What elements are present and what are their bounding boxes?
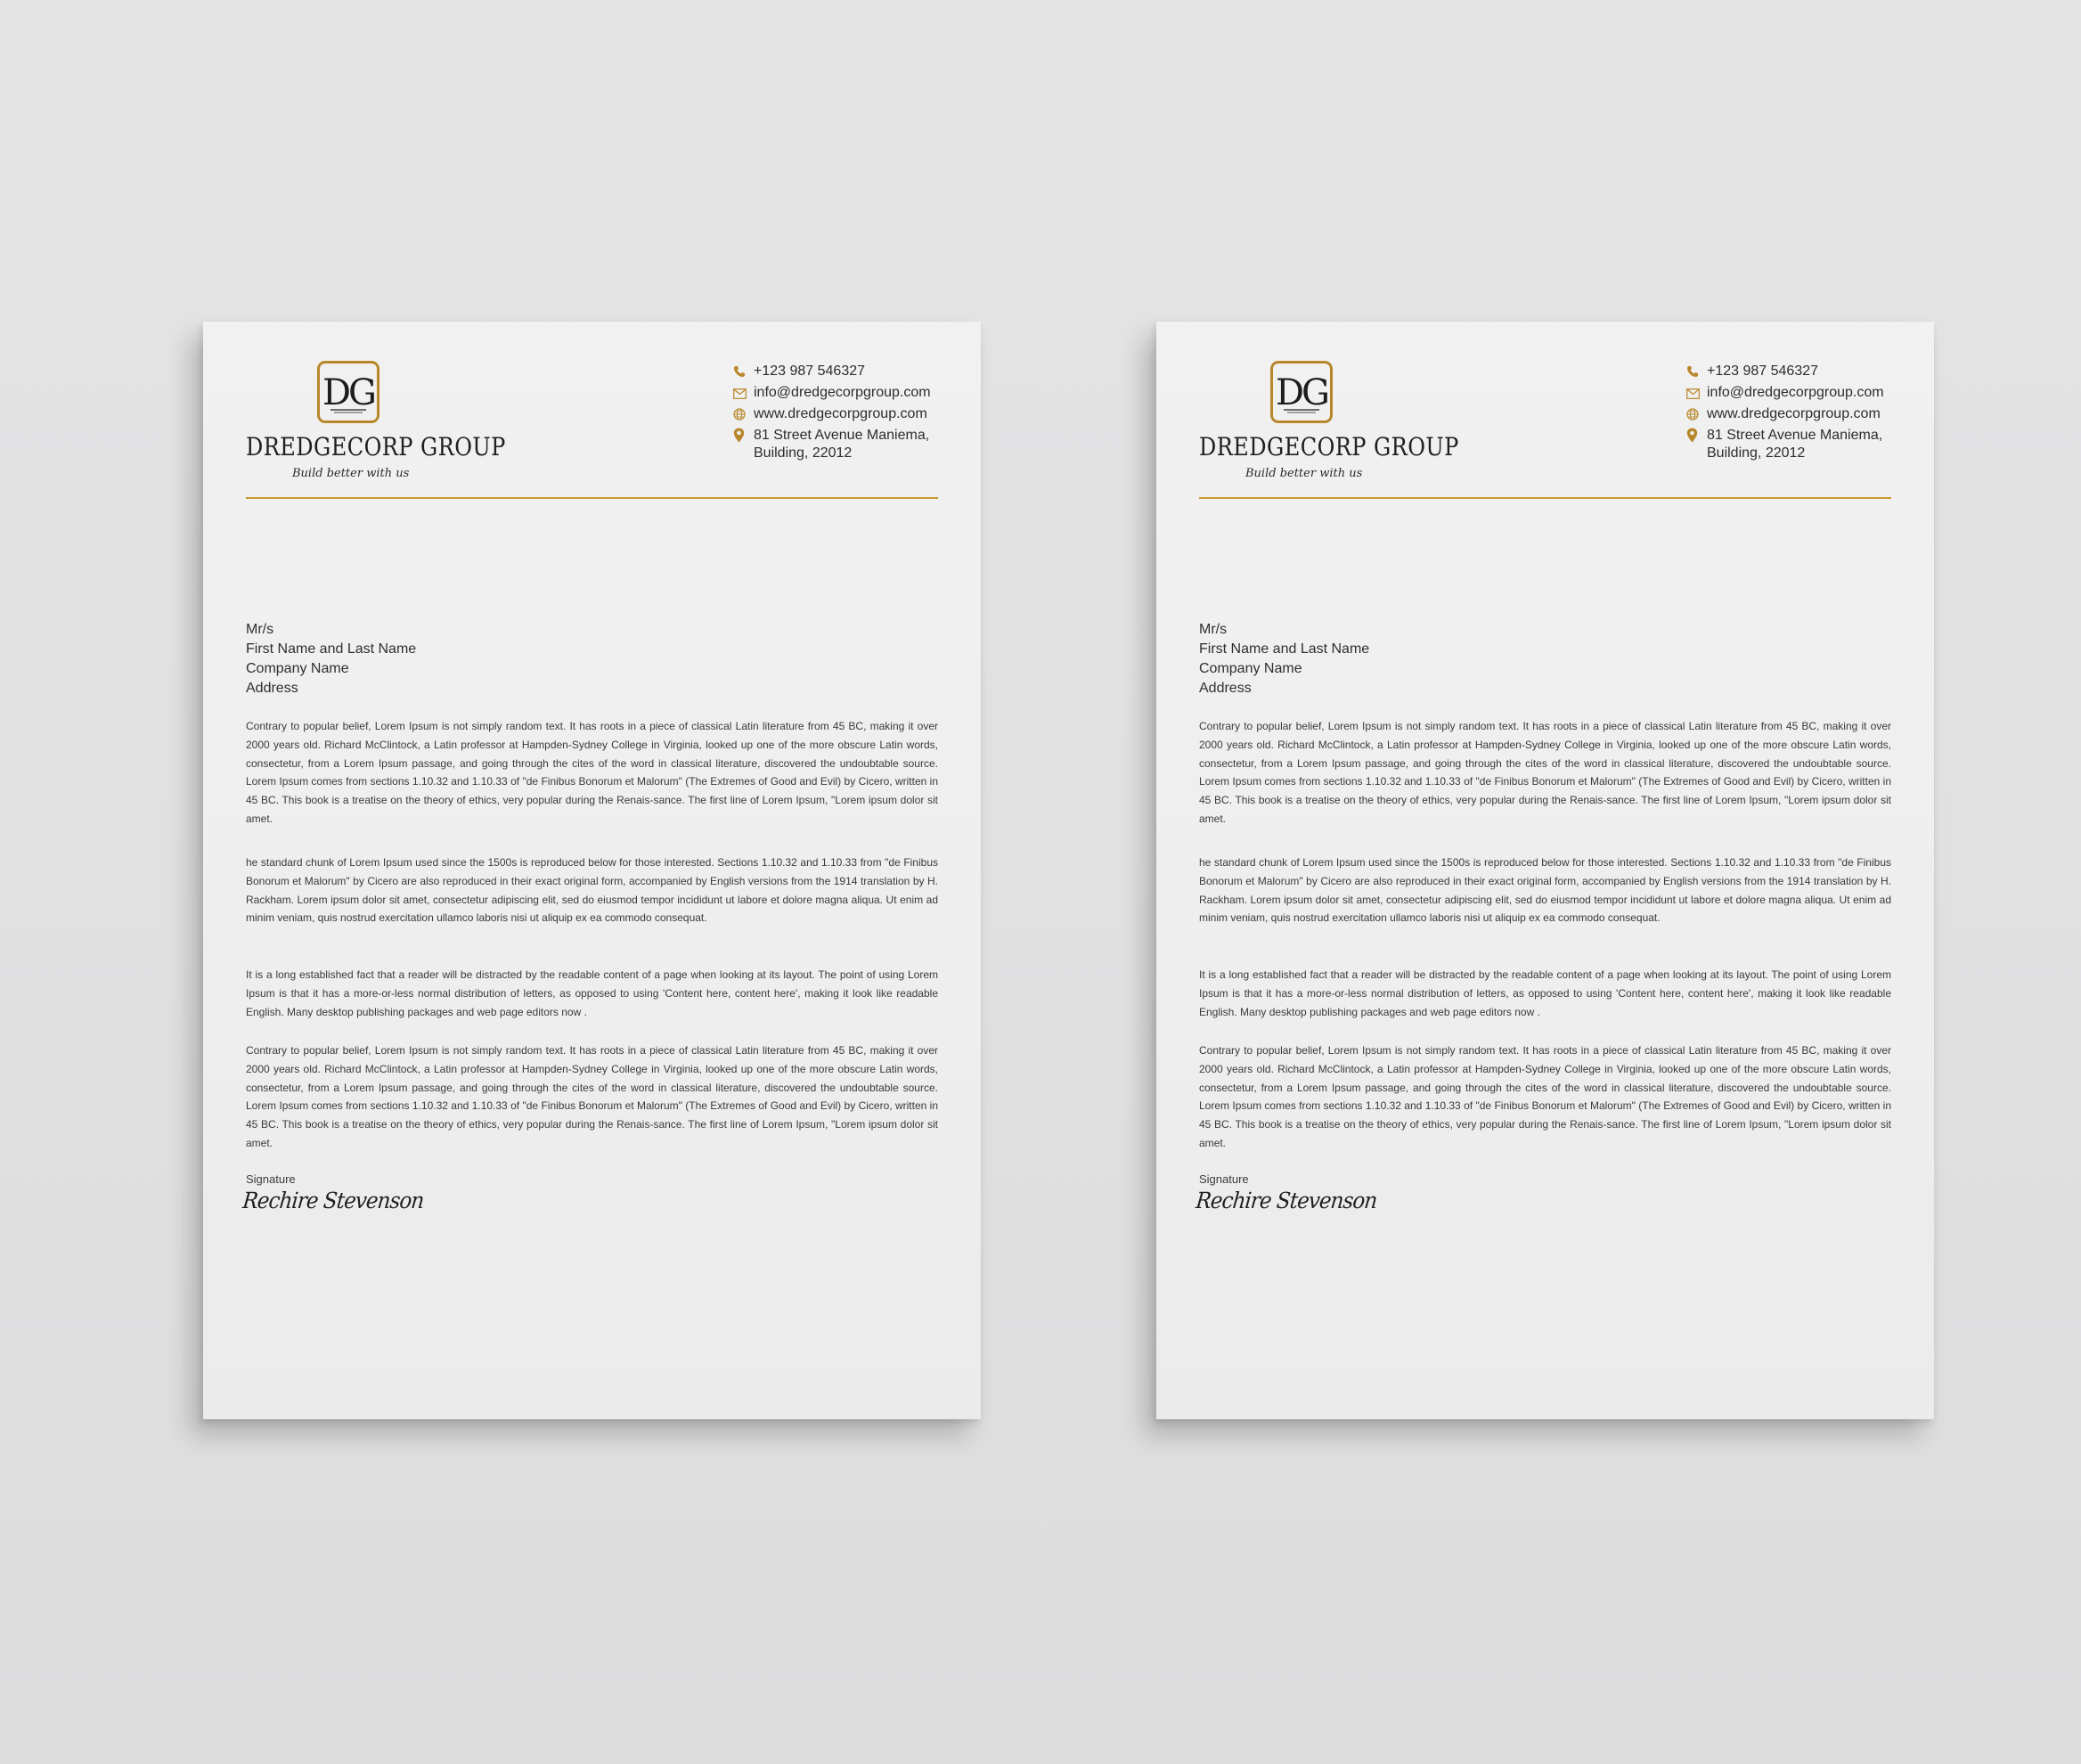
contact-address	[1686, 427, 1918, 462]
body-paragraph-1: Contrary to popular belief, Lorem Ipsum is not simply random text. It has roots in a piece of classical Latin literature from 45 BC, making it over 2000 years old. Richard McClintock, a Latin professor at Hampden-Sydney College in Virginia, looked up one of the more obscure Latin words, consectetur, from a Lorem Ipsum passage, and going through the cites of the word in classical literature, discovered the undoubtable source. Lorem Ipsum comes from sections 1.10.32 and 1.10.33 of "de Finibus Bonorum et Malorum" (The Extremes of Good and Evil) by Cicero, written in 45 BC. This book is a treatise on the theory of ethics, very popular during the Renais-sance. The first line of Lorem Ipsum, "Lorem ipsum dolor sit amet.	[246, 720, 938, 825]
website-text: www.dredgecorpgroup.com	[754, 406, 927, 421]
mail-icon	[733, 388, 747, 399]
recipient-name: First Name and Last Name	[246, 641, 417, 657]
header-divider	[1199, 497, 1891, 499]
email-text: info@dredgecorpgroup.com	[754, 385, 931, 400]
svg-text:DG: DG	[322, 372, 375, 413]
company-name: DREDGECORP GROUP	[1199, 432, 1459, 461]
location-pin-icon	[1686, 428, 1698, 443]
address-text: 81 Street Avenue Maniema, Building, 22012	[1707, 428, 1883, 461]
contact-phone	[1686, 363, 1918, 384]
monogram-badge	[1270, 361, 1333, 423]
svg-text:DG: DG	[1275, 372, 1328, 413]
company-name: DREDGECORP GROUP	[246, 432, 506, 461]
body-paragraph-2: he standard chunk of Lorem Ipsum used since the 1500s is reproduced below for those interested. Sections 1.10.32 and 1.10.33 from "de Finibus Bonorum et Malorum" by Cicero are also reproduced in their exact original form, accompanied by English versions from the 1914 translation by H. Rackham. Lorem ipsum dolor sit amet, consectetur adipiscing elit, sed do eiusmod tempor incididunt ut labore et dolore magna aliqua. Ut enim ad minim veniam, quis nostrud exercitation ullamco laboris nisi ut aliquip ex ea commodo consequat.	[1199, 856, 1891, 925]
globe-icon	[1686, 408, 1699, 421]
recipient-address: Address	[1199, 681, 1252, 696]
letterhead-sheet-left	[203, 322, 981, 1419]
body-paragraph-4: Contrary to popular belief, Lorem Ipsum is not simply random text. It has roots in a piece of classical Latin literature from 45 BC, making it over 2000 years old. Richard McClintock, a Latin professor at Hampden-Sydney College in Virginia, looked up one of the more obscure Latin words, consectetur, from a Lorem Ipsum passage, and going through the cites of the word in classical literature, discovered the undoubtable source. Lorem Ipsum comes from sections 1.10.32 and 1.10.33 of "de Finibus Bonorum et Malorum" (The Extremes of Good and Evil) by Cicero, written in 45 BC. This book is a treatise on the theory of ethics, very popular during the Renais-sance. The first line of Lorem Ipsum, "Lorem ipsum dolor sit amet.	[1199, 1044, 1891, 1149]
website-text: www.dredgecorpgroup.com	[1707, 406, 1881, 421]
letterhead-sheet-right	[1156, 322, 1934, 1419]
signature: Rechire Stevenson	[241, 1188, 425, 1213]
body-paragraph-3: It is a long established fact that a reader will be distracted by the readable content of a page when looking at its layout. The point of using Lorem Ipsum is that it has a more-or-less normal distribution of letters, as opposed to using 'Content here, content here', making it look like readable English. Many desktop publishing packages and web page editors now .	[246, 968, 938, 1018]
globe-icon	[733, 408, 746, 421]
email-text: info@dredgecorpgroup.com	[1707, 385, 1884, 400]
company-logo	[246, 361, 506, 486]
body-paragraph-1: Contrary to popular belief, Lorem Ipsum is not simply random text. It has roots in a piece of classical Latin literature from 45 BC, making it over 2000 years old. Richard McClintock, a Latin professor at Hampden-Sydney College in Virginia, looked up one of the more obscure Latin words, consectetur, from a Lorem Ipsum passage, and going through the cites of the word in classical literature, discovered the undoubtable source. Lorem Ipsum comes from sections 1.10.32 and 1.10.33 of "de Finibus Bonorum et Malorum" (The Extremes of Good and Evil) by Cicero, written in 45 BC. This book is a treatise on the theory of ethics, very popular during the Renais-sance. The first line of Lorem Ipsum, "Lorem ipsum dolor sit amet.	[1199, 720, 1891, 825]
phone-text: +123 987 546327	[754, 363, 866, 379]
address-text: 81 Street Avenue Maniema, Building, 22012	[754, 428, 930, 461]
phone-text: +123 987 546327	[1707, 363, 1819, 379]
body-paragraph-2: he standard chunk of Lorem Ipsum used since the 1500s is reproduced below for those interested. Sections 1.10.32 and 1.10.33 from "de Finibus Bonorum et Malorum" by Cicero are also reproduced in their exact original form, accompanied by English versions from the 1914 translation by H. Rackham. Lorem ipsum dolor sit amet, consectetur adipiscing elit, sed do eiusmod tempor incididunt ut labore et dolore magna aliqua. Ut enim ad minim veniam, quis nostrud exercitation ullamco laboris nisi ut aliquip ex ea commodo consequat.	[246, 856, 938, 925]
recipient-company: Company Name	[1199, 661, 1302, 676]
header-divider	[246, 497, 938, 499]
company-tagline: Build better with us	[292, 467, 410, 480]
signature-label: Signature	[246, 1172, 296, 1186]
contact-email	[733, 384, 965, 405]
recipient-title: Mr/s	[246, 622, 274, 637]
recipient-company: Company Name	[246, 661, 349, 676]
signature: Rechire Stevenson	[1195, 1188, 1378, 1213]
monogram-dg-icon	[1273, 363, 1330, 421]
phone-icon	[733, 365, 746, 378]
recipient-block	[1199, 620, 1369, 698]
monogram-dg-icon	[320, 363, 377, 421]
recipient-name: First Name and Last Name	[1199, 641, 1370, 657]
body-paragraph-3: It is a long established fact that a reader will be distracted by the readable content of a page when looking at its layout. The point of using Lorem Ipsum is that it has a more-or-less normal distribution of letters, as opposed to using 'Content here, content here', making it look like readable English. Many desktop publishing packages and web page editors now .	[1199, 968, 1891, 1018]
recipient-block	[246, 620, 416, 698]
contact-block	[1686, 363, 1918, 462]
body-paragraph-4: Contrary to popular belief, Lorem Ipsum is not simply random text. It has roots in a piece of classical Latin literature from 45 BC, making it over 2000 years old. Richard McClintock, a Latin professor at Hampden-Sydney College in Virginia, looked up one of the more obscure Latin words, consectetur, from a Lorem Ipsum passage, and going through the cites of the word in classical literature, discovered the undoubtable source. Lorem Ipsum comes from sections 1.10.32 and 1.10.33 of "de Finibus Bonorum et Malorum" (The Extremes of Good and Evil) by Cicero, written in 45 BC. This book is a treatise on the theory of ethics, very popular during the Renais-sance. The first line of Lorem Ipsum, "Lorem ipsum dolor sit amet.	[246, 1044, 938, 1149]
location-pin-icon	[733, 428, 745, 443]
contact-address	[733, 427, 965, 462]
recipient-title: Mr/s	[1199, 622, 1228, 637]
recipient-address: Address	[246, 681, 298, 696]
contact-phone	[733, 363, 965, 384]
contact-website	[1686, 405, 1918, 427]
signature-label: Signature	[1199, 1172, 1249, 1186]
contact-email	[1686, 384, 1918, 405]
company-logo	[1199, 361, 1459, 486]
phone-icon	[1686, 365, 1699, 378]
company-tagline: Build better with us	[1245, 467, 1363, 480]
contact-block	[733, 363, 965, 462]
monogram-badge	[317, 361, 379, 423]
mail-icon	[1686, 388, 1700, 399]
contact-website	[733, 405, 965, 427]
